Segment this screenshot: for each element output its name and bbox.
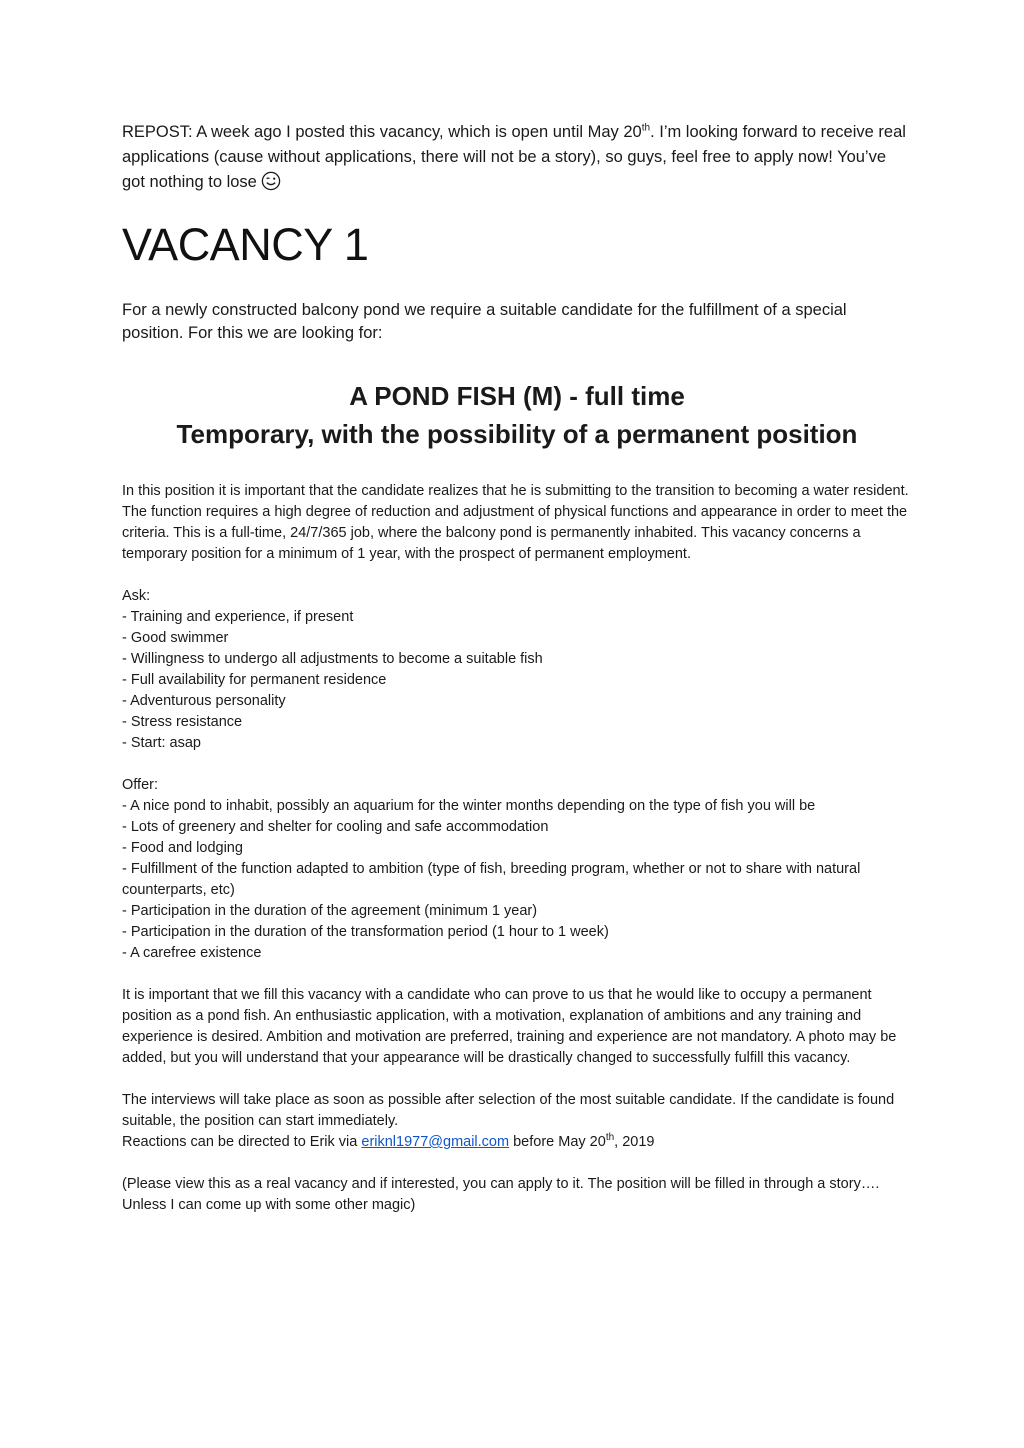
list-item: - Adventurous personality: [122, 691, 912, 712]
list-item: - A carefree existence: [122, 943, 912, 964]
headline-line-1: A POND FISH (M) - full time: [349, 381, 685, 411]
vacancy-title: VACANCY 1: [122, 219, 369, 270]
list-item: - Food and lodging: [122, 838, 912, 859]
repost-intro: [122, 120, 912, 195]
list-item: - Willingness to undergo all adjustments to become a suitable fish: [122, 649, 912, 670]
intro-text-end: . I’m looking forward to receive real applications (cause without applications, there will not be a story), so guys, feel free to apply now! You’ve got nothing to lose: [122, 123, 906, 191]
list-item: - Participation in the duration of the agreement (minimum 1 year): [122, 901, 912, 922]
closing-note: (Please view this as a real vacancy and if interested, you can apply to it. The position will be filled in through a story…. Unless I can come up with some other magic): [122, 1176, 880, 1213]
position-headline: [122, 377, 912, 453]
list-item: - Lots of greenery and shelter for cooling and safe accommodation: [122, 817, 912, 838]
list-item: - Stress resistance: [122, 712, 912, 733]
list-item: - Training and experience, if present: [122, 607, 912, 628]
description-paragraph: In this position it is important that the candidate realizes that he is submitting to the transition to becoming a water resident. The function requires a high degree of reduction and adjustment of physical functions and appearance in order to meet the criteria. This is a full-time, 24/7/365 job, where the balcony pond is permanently inhabited. This vacancy concerns a temporary position for a minimum of 1 year, with the prospect of permanent employment.: [122, 483, 909, 562]
offer-heading: Offer:: [122, 777, 158, 793]
contact-prefix: Reactions can be directed to Erik via: [122, 1134, 362, 1150]
list-item: - A nice pond to inhabit, possibly an aquarium for the winter months depending on the type of fish you will be: [122, 796, 912, 817]
intro-ordinal-suffix: th: [641, 122, 651, 134]
interview-paragraph: The interviews will take place as soon as possible after selection of the most suitable candidate. If the candidate is found suitable, the position can start immediately.: [122, 1092, 895, 1129]
contact-ordinal-suffix: th: [605, 1132, 615, 1144]
headline-line-2: Temporary, with the possibility of a permanent position: [176, 419, 858, 449]
lead-paragraph: For a newly constructed balcony pond we require a suitable candidate for the fulfillment of a special position. For this we are looking for:: [122, 301, 847, 342]
list-item: - Participation in the duration of the transformation period (1 hour to 1 week): [122, 922, 912, 943]
interview-section: [122, 1090, 912, 1153]
ask-heading: Ask:: [122, 588, 151, 604]
contact-line: [122, 1132, 912, 1153]
contact-middle: before May 20: [509, 1134, 606, 1150]
list-item: - Fulfillment of the function adapted to ambition (type of fish, breeding program, whether or not to share with natural counterparts, etc): [122, 859, 912, 901]
contact-suffix: , 2019: [614, 1134, 655, 1150]
ask-section: [122, 586, 912, 754]
winking-face-icon: [261, 171, 281, 191]
list-item: - Full availability for permanent residence: [122, 670, 912, 691]
offer-list: [122, 796, 912, 964]
closing-paragraph: It is important that we fill this vacancy with a candidate who can prove to us that he would like to occupy a permanent position as a pond fish. An enthusiastic application, with a motivation, explanation of ambitions and any training and experience is desired. Ambition and motivation are preferred, training and experience are not mandatory. A photo may be added, but you will understand that your appearance will be drastically changed to successfully fulfill this vacancy.: [122, 987, 897, 1066]
email-link[interactable]: eriknl1977@gmail.com: [361, 1134, 510, 1150]
document-page: [122, 120, 912, 1216]
offer-section: [122, 775, 912, 964]
ask-list: [122, 607, 912, 754]
intro-text-start: REPOST: A week ago I posted this vacancy, which is open until May 20: [122, 123, 642, 141]
list-item: - Good swimmer: [122, 628, 912, 649]
list-item: - Start: asap: [122, 733, 912, 754]
